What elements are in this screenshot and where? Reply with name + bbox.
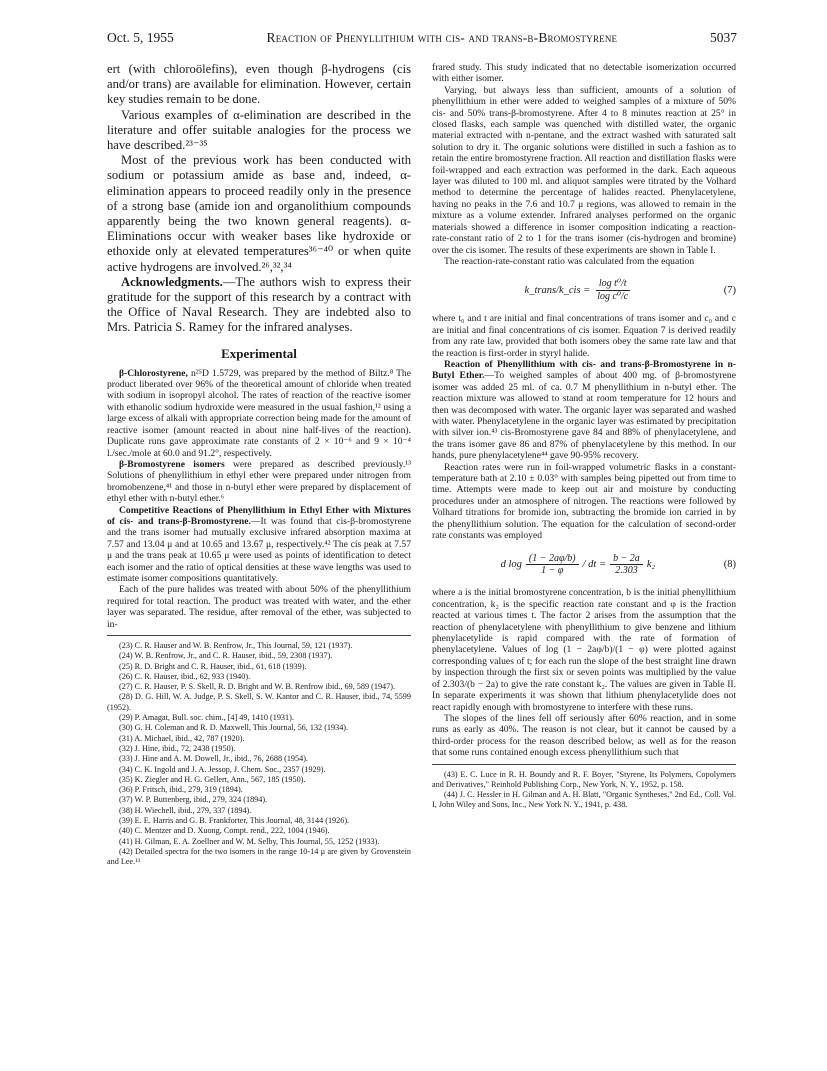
footnote: (35) K. Ziegler and H. G. Gellert, Ann., 567, 185 (1950). [119,774,306,784]
paragraph-body: n²⁵D 1.5729, was prepared by the method of Biltz.⁸ The product liberated over 96% of the theoretical amount of chloride when treated with sodium in isopropyl alcohol. The rates of reaction of the reactive isomer with ethanolic sodium hydroxide were measured in the usual fashion,¹² using a large excess of alkali with appropriate correction being made for the amount of reactive isomer (amount reacted in about nine half-lives of the reaction). Duplicate runs gave approximate rate constants of 2 × 10⁻⁶ and 9 × 10⁻⁴ l./sec./mole at 60.0 and 91.2°, respectively. [107,367,411,459]
footnote: (25) R. D. Bright and C. R. Hauser, ibid., 61, 618 (1939). [119,661,307,671]
paragraph: where t₀ and t are initial and final concentrations of trans isomer and c₀ and c are initial and final concentrations of cis isomer. Equation 7 is derived readily from any rate law, provided that both isomers obey the same rate law and that the reaction is first-order in styryl halide. [432,313,736,359]
paragraph: The reaction-rate-constant ratio was calculated from the equation [444,255,695,267]
footnote: (32) J. Hine, ibid., 72, 2438 (1950). [119,743,236,753]
equation-body [432,278,724,302]
right-column [432,62,736,811]
fraction [594,278,631,302]
denominator: 1 − φ [541,564,564,576]
paragraph-body: were prepared as described previously.¹³ Solutions of phenyllithium in ethyl ether were prepared under nitrogen from bromobenzene,⁴¹ and those in n-butyl ether were prepared by displacement of ethyl ether with n-butyl ether.⁶ [107,458,411,505]
experimental-text-continued [432,62,736,759]
experimental-text [107,368,411,630]
footnote: (29) P. Amagat, Bull. soc. chim., [4] 49, 1410 (1931). [119,713,294,723]
paragraph: The slopes of the lines fell off seriously after 60% reaction, and in some runs as early as 40%. The reason is not clear, but it cannot be caused by a third-order process for the reason described below, as well as for the reason that some runs contained enough excess phenyllithium such that [432,712,736,759]
equation-7 [432,273,736,307]
numerator: b − 2a [610,553,643,565]
acknowledgments-text: —The authors wish to express their gratitude for the support of this research by a contract with the Office of Naval Research. They are indebted also to Mrs. Patricia S. Ramey for the infrared analyses. [107,274,411,335]
paragraph: Varying, but always less than sufficient, amounts of a solution of phenyllithium in ether were added to weighed samples of a mixture of 50% cis- and 50% trans-β-bromostyrene. After 4 to 8 minutes reaction at 25° in closed flasks, each sample was quenched with distilled water, the organic material extracted with n-pentane, and the extract washed with saturated salt solution to dry it. The organic solutions were distilled in such a fashion as to retain the entire bromostyrene fraction. All reaction and distillation flasks were foil-wrapped and each extraction was performed in the dark. Each aqueous layer was diluted to 100 ml. and aliquot samples were titrated by the Volhard method to determine the percentage of halides reacted. Phenylacetylene, having no peaks in the 7.6 and 10.7 μ regions, was allowed to remain in the mixture as a volume extender. Infrared analyses performed on the organic materials showed a difference in isomer composition indicating a reaction-rate-constant ratio of 2 to 1 for the trans isomer (cis-hydrogen and bromine) over the cis isomer. The results of these experiments are shown in Table I. [432,84,736,256]
issue-date: Oct. 5, 1955 [107,30,174,45]
paragraph-heading: β-Bromostyrene isomers [119,458,225,470]
footnotes-left [107,641,411,868]
equation-body [432,553,724,577]
left-column [107,62,411,868]
footnote: (38) H. Wiechell, ibid., 279, 337 (1894). [119,805,252,815]
footnote: (26) C. R. Hauser, ibid., 62, 933 (1940). [119,671,251,681]
paragraph [432,359,736,462]
footnote: (30) G. H. Coleman and R. D. Maxwell, This Journal, 56, 132 (1934). [119,723,349,733]
fraction [526,553,579,577]
paragraph [107,368,411,459]
numerator: (1 − 2aφ/b) [526,553,579,565]
discussion-text [107,62,411,336]
paragraph [107,505,411,585]
equation-number: (7) [723,284,736,296]
paragraph-heading: Reaction of Phenyllithium with cis- and trans-β-Bromostyrene in n-Butyl Ether. [432,358,736,382]
equation-term: k₂ [646,558,656,570]
page-header [107,30,737,50]
footnote: (40) C. Mentzer and D. Xuong, Compt. rend., 222, 1004 (1946). [119,826,330,836]
denominator: 2.303 [615,564,638,576]
footnote: (41) H. Gilman, E. A. Zoellner and W. M. Selby, This Journal, 55, 1252 (1933). [119,836,380,846]
numerator: log t⁰/t [596,278,630,290]
acknowledgments [107,275,411,336]
fraction [610,553,643,577]
footnote: (23) C. R. Hauser and W. B. Renfrow, Jr., This Journal, 59, 121 (1937). [119,641,353,650]
paragraph-heading: Competitive Reactions of Phenyllithium in Ethyl Ether with Mixtures of cis- and trans-β-Bromostyrene. [107,504,411,527]
footnote: (31) A. Michael, ibid., 42, 787 (1920). [119,733,245,743]
footnote: (36) P. Fritsch, ibid., 279, 319 (1894). [119,785,243,795]
paragraph-heading: β-Chlorostyrene, [119,367,188,379]
paragraph-body: —It was found that cis-β-bromostyrene and the trans isomer had mutually exclusive infrared absorption maxima at 7.57 and 13.04 μ and at 10.65 and 13.67 μ, respectively.⁴² The cis peak at 7.57 μ and the trans peak at 10.65 μ were used as points of identification to detect each isomer and the ratio of optical densities at these wave lengths was used to estimate isomer compositions quantitatively. [107,515,411,584]
acknowledgments-heading: Acknowledgments. [121,274,223,289]
paragraph: ert (with chloroölefins), even though β-hydrogens (cis and/or trans) are available for elimination. However, certain key studies remain to be done. [107,62,411,107]
experimental-heading: Experimental [221,345,297,361]
page-number: 5037 [710,30,737,45]
footnote: (37) W. P. Buttenberg, ibid., 279, 324 (1894). [119,795,268,805]
footnote: (27) C. R. Hauser, P. S. Skell, R. D. Bright and W. B. Renfrow ibid., 69, 589 (1947). [119,682,395,692]
equation-8 [432,547,736,581]
footnotes-right [432,770,736,811]
paragraph-body: —To weighed samples of about 400 mg. of β-bromostyrene isomer was added 25 ml. of ca. 0.7 M phenyllithium in n-butyl ether. The reaction mixture was allowed to stand at room temperature for 12 hours and then was decomposed with water. The organic layer was separated and washed with water. Phenylacetylene in the organic layer was estimated by precipitation with silver ion.⁴³ cis-Bromostyrene gave 84 and 88% of phenylacetylene, and the trans isomer gave 86 and 87% of phenylacetylene by this method. In our hands, pure phenylacetylene⁴⁴ gave 90-95% recovery. [432,370,736,462]
footnote: (28) D. G. Hill, W. A. Judge, P. S. Skell, S. W. Kantor and C. R. Hauser, ibid., 74, 5599 (1952). [107,692,411,712]
footnote: (33) J. Hine and A. M. Dowell, Jr., ibid., 76, 2688 (1954). [119,754,308,764]
footnote: (42) Detailed spectra for the two isomers in the range 10-14 μ are given by Grovenstein and Lee.¹³ [107,846,411,867]
paragraph: Each of the pure halides was treated with about 50% of the phenyllithium required for total reaction. The product was treated with water, and the ether layer was separated. The residue, after removal of the ether, was subjected to in- [107,584,411,630]
equation-term: / dt = [582,558,607,570]
paragraph: frared study. This study indicated that no detectable isomerization occurred with either isomer. [432,62,736,85]
footnote: (44) J. C. Hessler in H. Gilman and A. H. Blatt, "Organic Syntheses," 2nd Ed., Coll. Vol. I, John Wiley and Sons, Inc., New York N. Y., 1941, p. 438. [432,790,736,810]
equation-number: (8) [723,558,736,570]
paragraph [107,459,411,505]
equation-lhs: k_trans/k_cis = [524,284,591,296]
equation-term: d log [500,558,522,570]
footnote: (24) W. B. Renfrow, Jr., and C. R. Hauser, ibid., 59, 2308 (1937). [119,651,333,661]
paragraph: Most of the previous work has been conducted with sodium or potassium amide as base and, indeed, α-elimination appears to proceed readily only in the presence of a strong base (amide ion and organolithium compounds apparently being the two known general reagents). α-Eliminations occur with weaker bases like hydroxide or ethoxide only at elevated temperatures³⁶⁻⁴⁰ or when quite active hydrogens are involved.²⁶,³²,³⁴ [107,153,411,274]
footnote: (43) E. C. Luce in R. H. Boundy and R. F. Boyer, "Styrene, Its Polymers, Copolymers and Derivatives," Reinhold Publishing Corp., New York, N. Y., 1952, p. 158. [432,769,736,789]
footnote: (34) C. K. Ingold and J. A. Jessop, J. Chem. Soc., 2357 (1929). [119,764,326,774]
footnote: (39) E. E. Harris and G. B. Frankforter, This Journal, 48, 3144 (1926). [119,816,350,826]
paragraph: where a is the initial bromostyrene concentration, b is the initial phenyllithium concentration, k₂ is the specific reaction rate constant and φ is the fraction reacted at various times t. The factor 2 arises from the assumption that the reaction of phenylacetylene with phenyllithium to give benzene and lithium phenylacetylide is rapid compared with the rate of formation of phenylacetylene. Values of log (1 − 2aφ/b)/(1 − φ) were plotted against corresponding values of t; for each run the slope of the best straight line drawn by inspection through the first six or seven points was multiplied by the value of 2.303/(b − 2a) to give the rate constant k₂. The values are given in Table II. In separate experiments it was shown that lithium phenylacetylide does not react rapidly enough with bromostyrene to interfere with these runs. [432,587,736,713]
footnote-divider [432,764,736,765]
paragraph: Reaction rates were run in foil-wrapped volumetric flasks in a constant-temperature bath at 2.10 ± 0.03° with samples being pipetted out from time to time. Attempts were made to keep out air and moisture by conducting procedures under an atmosphere of nitrogen. The reactions were followed by Volhard titrations for bromide ion, subtracting the bromide ion carried in by the phenyllithium solution. The equation for the calculation of second-order rate constants was employed [432,461,736,542]
footnote-divider [107,635,411,636]
paragraph: Various examples of α-elimination are described in the literature and offer suitable analogies for the process we have described.²³⁻³⁵ [107,107,411,153]
denominator: log c⁰/c [597,290,629,302]
running-title: Reaction of Phenyllithium with cis- and trans-β-Bromostyrene [266,30,618,45]
